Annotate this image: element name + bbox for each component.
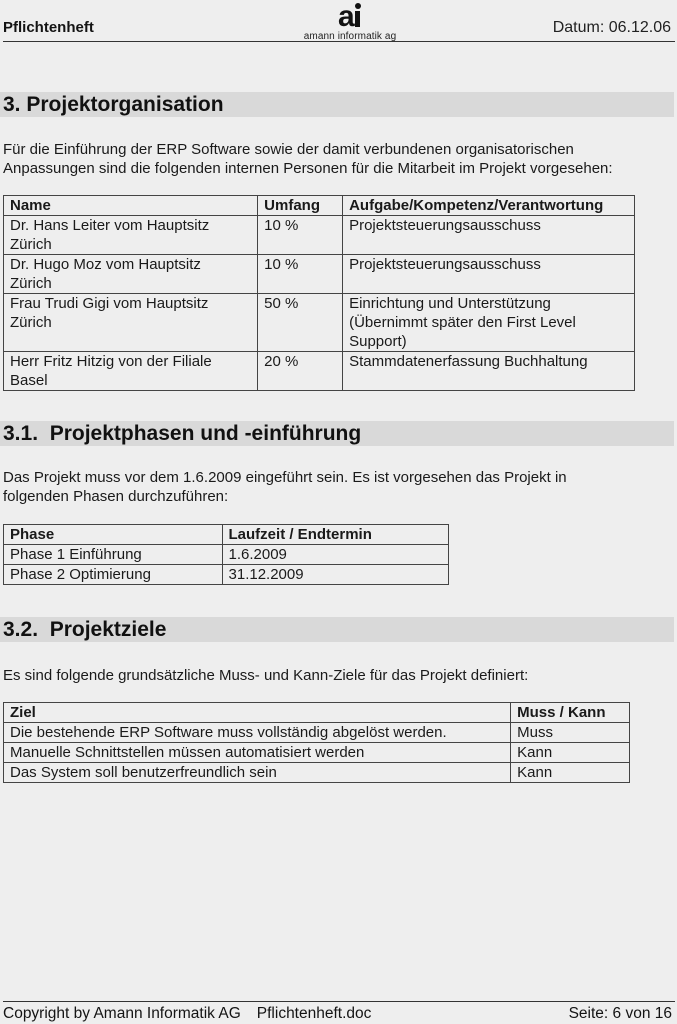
cell-phase: Phase 2 Optimierung [4, 565, 223, 585]
cell-name: Frau Trudi Gigi vom Hauptsitz [10, 295, 209, 312]
table-header-row [4, 525, 449, 545]
cell-umfang: 20 % [258, 352, 343, 391]
document-date: Datum: 06.12.06 [552, 19, 671, 36]
cell-typ: Kann [511, 743, 630, 763]
company-logo [295, 2, 405, 42]
cell-aufgabe-line: Einrichtung und Unterstützung [349, 295, 551, 312]
cell-aufgabe: Projektsteuerungsausschuss [343, 216, 635, 255]
cell-phase: Phase 1 Einführung [4, 545, 223, 565]
phases-table [3, 524, 449, 585]
cell-typ: Kann [511, 763, 630, 783]
section-3-1-intro: Das Projekt muss vor dem 1.6.2009 eingeführt sein. Es ist vorgesehen das Projekt in folgenden Phasen durchzuführen: [3, 469, 567, 505]
cell-typ: Muss [511, 723, 630, 743]
cell-name-cont: Basel [10, 372, 48, 389]
section-heading-3: 3. Projektorganisation [3, 93, 224, 116]
footer-divider [3, 1001, 675, 1002]
section-3-intro: Für die Einführung der ERP Software sowie der damit verbundenen organisatorischen Anpassungen sind die folgenden internen Personen für die Mitarbeit im Projekt vorgesehen: [3, 141, 613, 177]
cell-umfang: 10 % [258, 216, 343, 255]
column-header-umfang: Umfang [258, 196, 343, 216]
cell-termin: 31.12.2009 [222, 565, 448, 585]
table-header-row [4, 196, 635, 216]
ai-logo-icon: a [335, 2, 365, 30]
cell-name-cont: Zürich [10, 236, 52, 253]
table-row [4, 743, 630, 763]
column-header-laufzeit: Laufzeit / Endtermin [222, 525, 448, 545]
cell-aufgabe [343, 294, 635, 352]
personnel-table [3, 195, 635, 391]
cell-name: Dr. Hugo Moz vom Hauptsitz [10, 256, 201, 273]
column-header-muss-kann: Muss / Kann [511, 703, 630, 723]
cell-ziel: Manuelle Schnittstellen müssen automatisiert werden [4, 743, 511, 763]
footer-page-number: Seite: 6 von 16 [568, 1005, 672, 1022]
cell-aufgabe-line: (Übernimmt später den First Level [349, 314, 576, 331]
logo-text: amann informatik ag [303, 31, 397, 42]
cell-ziel: Das System soll benutzerfreundlich sein [4, 763, 511, 783]
cell-ziel: Die bestehende ERP Software muss vollständig abgelöst werden. [4, 723, 511, 743]
goals-table [3, 702, 630, 783]
table-row [4, 255, 635, 294]
table-row [4, 763, 630, 783]
cell-aufgabe: Stammdatenerfassung Buchhaltung [343, 352, 635, 391]
column-header-phase: Phase [4, 525, 223, 545]
document-title: Pflichtenheft [3, 19, 94, 36]
heading-number: 3.1. [3, 422, 39, 445]
section-heading-3-2 [3, 617, 166, 642]
footer-left [3, 1005, 371, 1023]
table-row [4, 723, 630, 743]
cell-name-cont: Zürich [10, 314, 52, 331]
table-row [4, 565, 449, 585]
column-header-name: Name [4, 196, 258, 216]
cell-name-cont: Zürich [10, 275, 52, 292]
cell-aufgabe-line: Support) [349, 333, 407, 350]
column-header-ziel: Ziel [4, 703, 511, 723]
cell-umfang: 10 % [258, 255, 343, 294]
column-header-aufgabe: Aufgabe/Kompetenz/Verantwortung [343, 196, 635, 216]
heading-text: Projektphasen und -einführung [49, 422, 362, 445]
footer-filename: Pflichtenheft.doc [256, 1005, 372, 1022]
cell-umfang: 50 % [258, 294, 343, 352]
section-heading-3-1 [3, 421, 361, 446]
table-row [4, 352, 635, 391]
cell-termin: 1.6.2009 [222, 545, 448, 565]
heading-text: Projektziele [49, 618, 167, 641]
section-3-2-intro: Es sind folgende grundsätzliche Muss- und Kann-Ziele für das Projekt definiert: [3, 667, 529, 684]
header-divider [3, 41, 675, 42]
table-row [4, 545, 449, 565]
footer-copyright: Copyright by Amann Informatik AG [3, 1005, 241, 1022]
table-header-row [4, 703, 630, 723]
heading-number: 3.2. [3, 618, 39, 641]
cell-name: Herr Fritz Hitzig von der Filiale [10, 353, 212, 370]
cell-name: Dr. Hans Leiter vom Hauptsitz [10, 217, 210, 234]
table-row [4, 216, 635, 255]
table-row [4, 294, 635, 352]
cell-aufgabe: Projektsteuerungsausschuss [343, 255, 635, 294]
